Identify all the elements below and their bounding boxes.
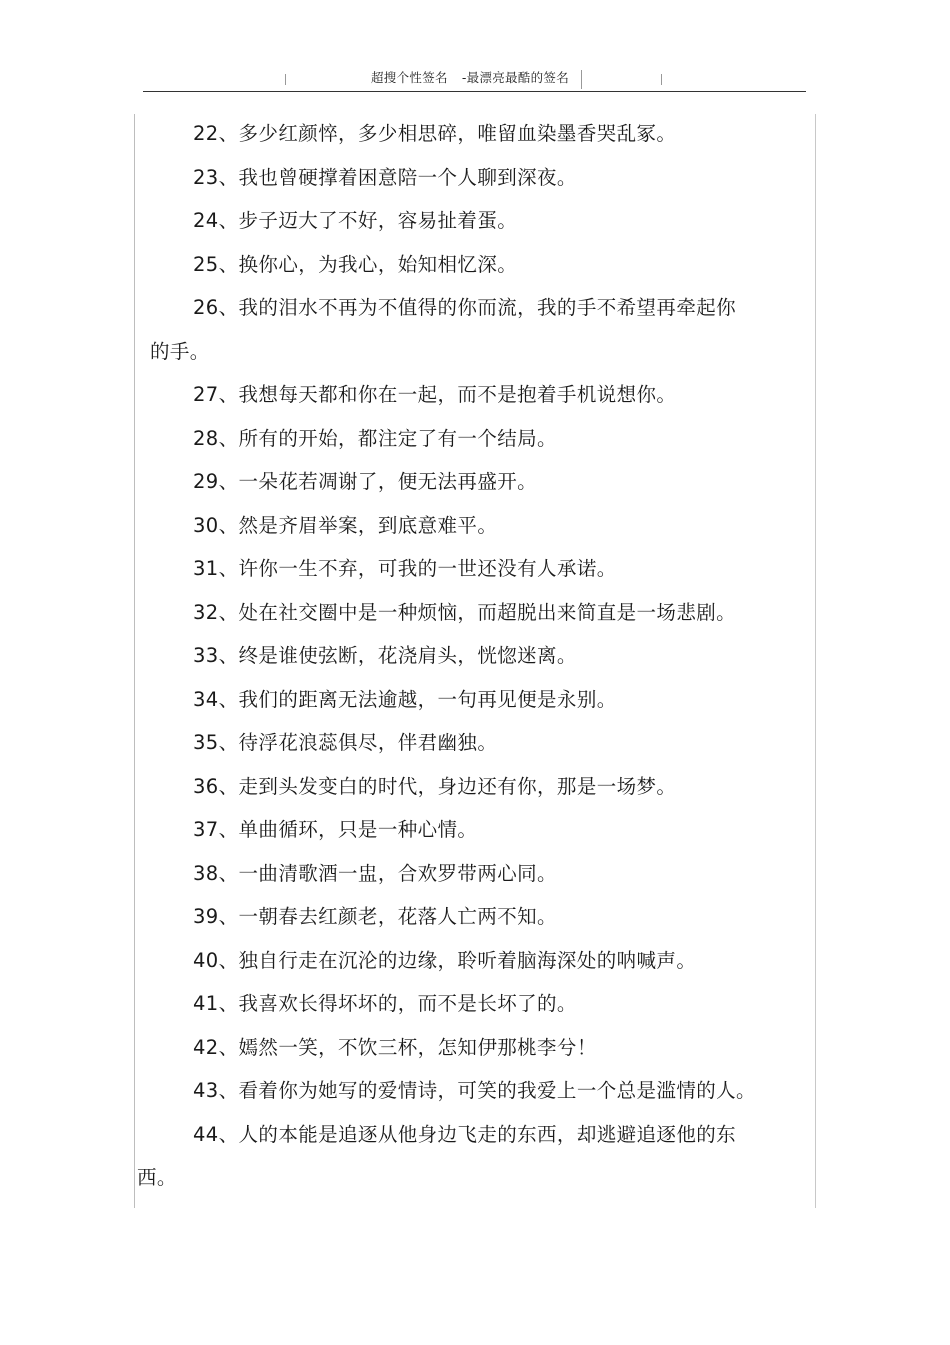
header-tagline: -最漂亮最酷的签名 — [461, 70, 570, 85]
text-line: 24、步子迈大了不好，容易扯着蛋。 — [193, 209, 518, 232]
header-rule — [143, 91, 806, 92]
text-line: 25、换你心，为我心，始知相忆深。 — [193, 252, 518, 276]
text-line: 29、一朵花若凋谢了，便无法再盛开。 — [193, 470, 538, 493]
header-title — [371, 68, 569, 86]
text-line: 37、单曲循环，只是一种心情。 — [193, 818, 478, 841]
text-line: 31、许你一生不弃，可我的一世还没有人承诺。 — [193, 557, 617, 580]
text-line: 34、我们的距离无法逾越，一句再见便是永别。 — [193, 687, 617, 711]
text-line: 22、多少红颜悴，多少相思碎，唯留血染墨香哭乱冢。 — [193, 122, 677, 145]
header-tick-left — [285, 74, 286, 85]
text-line: 39、一朝春去红颜老，花落人亡两不知。 — [193, 905, 557, 928]
page-frame-left-border — [134, 114, 135, 1208]
text-line: 西。 — [137, 1166, 177, 1189]
text-line: 36、走到头发变白的时代，身边还有你，那是一场梦。 — [193, 774, 677, 798]
text-line: 27、我想每天都和你在一起，而不是抱着手机说想你。 — [193, 383, 677, 406]
document-body — [137, 112, 790, 1200]
page-header — [143, 62, 806, 92]
text-line: 33、终是谁使弦断，花浇肩头，恍惚迷离。 — [193, 644, 577, 667]
text-line: 23、我也曾硬撑着困意陪一个人聊到深夜。 — [193, 165, 577, 189]
text-line: 40、独自行走在沉沦的边缘，聆听着脑海深处的呐喊声。 — [193, 948, 697, 972]
header-site-name: 超搜个性签名 — [371, 70, 448, 85]
text-line: 38、一曲清歌酒一盅，合欢罗带两心同。 — [193, 861, 557, 885]
text-line: 42、嫣然一笑，不饮三杯，怎知伊那桃李兮！ — [193, 1035, 597, 1059]
text-line: 41、我喜欢长得坏坏的，而不是长坏了的。 — [193, 992, 577, 1015]
text-line: 26、我的泪水不再为不值得的你而流，我的手不希望再牵起你 — [193, 296, 737, 319]
text-line: 30、然是齐眉举案，到底意难平。 — [193, 513, 498, 537]
header-tick-right — [661, 74, 662, 85]
text-line: 32、处在社交圈中是一种烦恼，而超脱出来简直是一场悲剧。 — [193, 600, 737, 624]
text-line: 43、看着你为她写的爱情诗，可笑的我爱上一个总是滥情的人。 — [193, 1079, 756, 1102]
text-line: 28、所有的开始，都注定了有一个结局。 — [193, 426, 557, 450]
text-line: 的手。 — [150, 339, 210, 363]
text-line: 44、人的本能是追逐从他身边飞走的东西，却逃避追逐他的东 — [193, 1122, 737, 1146]
text-line: 35、待浮花浪蕊俱尽，伴君幽独。 — [193, 731, 498, 754]
page-frame-right-border — [815, 114, 816, 1208]
header-tick-mid — [581, 70, 582, 89]
